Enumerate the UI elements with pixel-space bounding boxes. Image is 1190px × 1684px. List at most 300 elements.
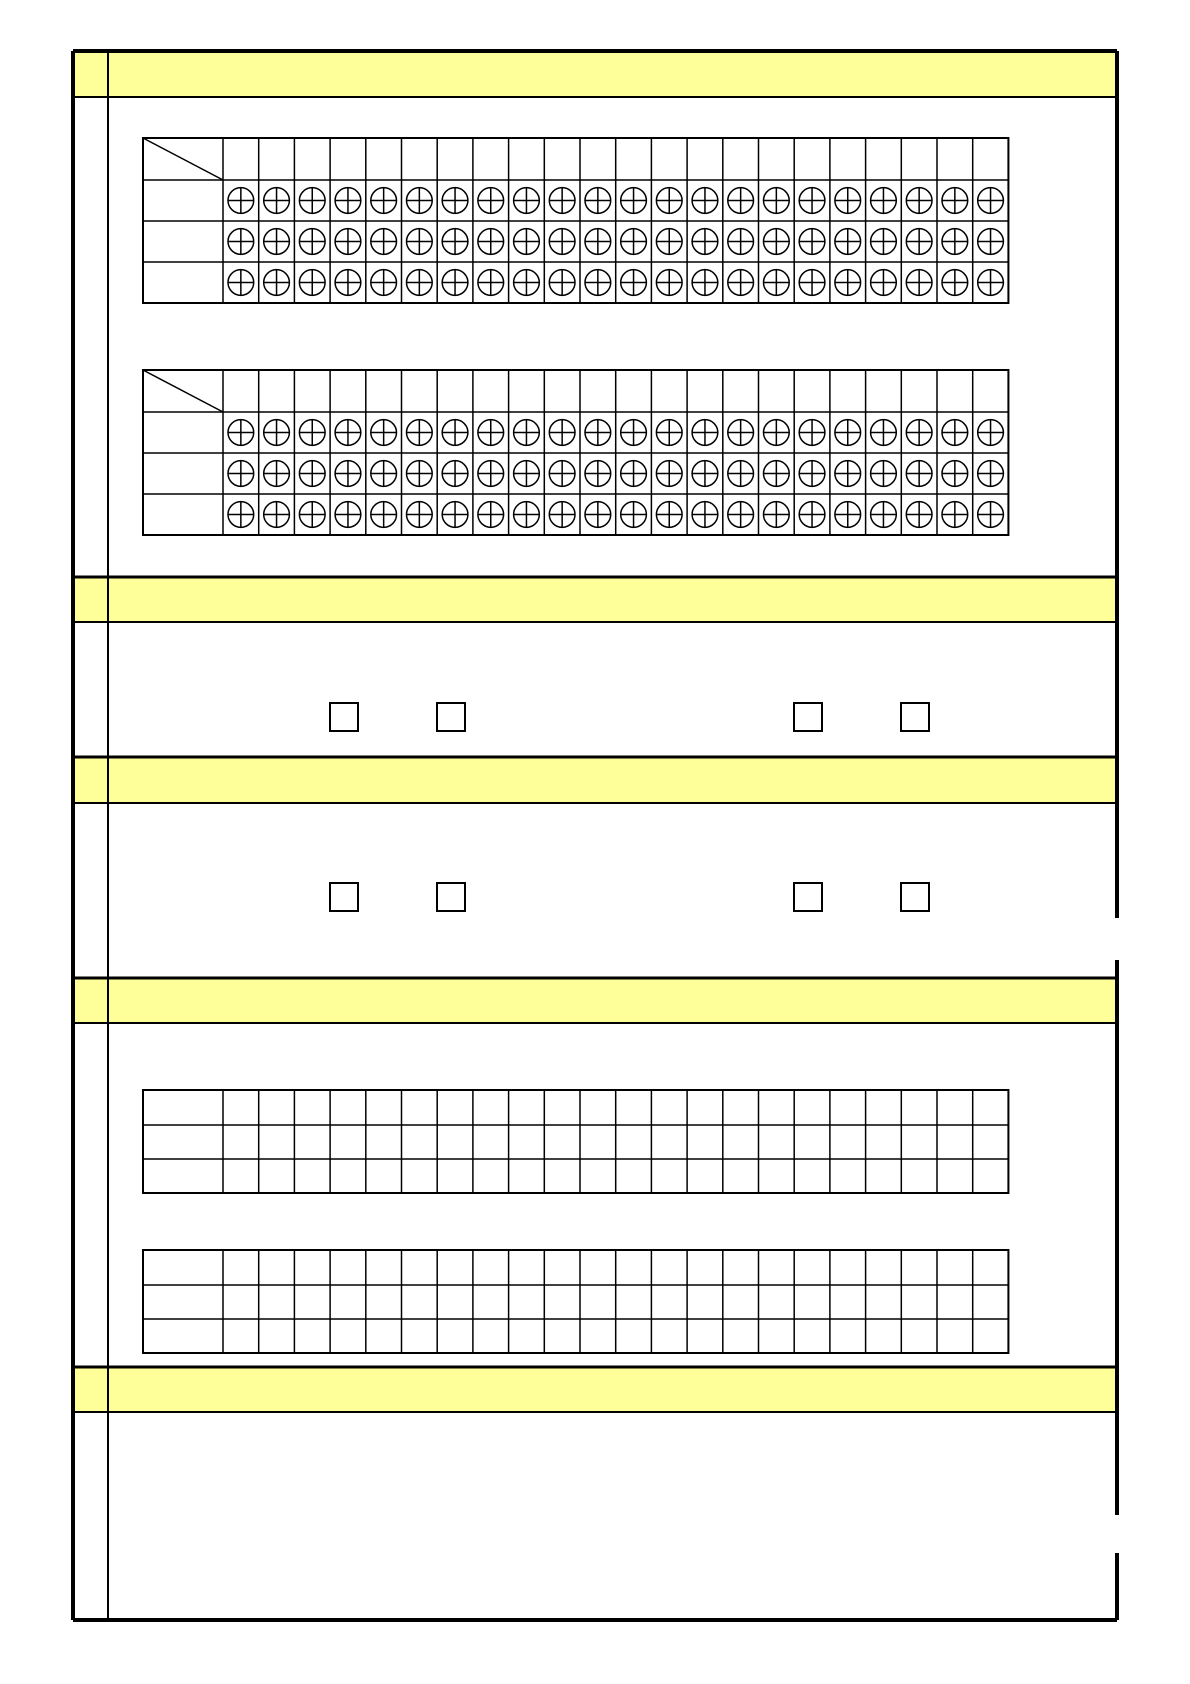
row-label-cell [143, 1319, 223, 1353]
grid-input-cell[interactable] [224, 1251, 258, 1284]
grid-input-cell[interactable] [795, 1160, 829, 1192]
crossed-circle-icon [763, 229, 789, 255]
grid-input-cell[interactable] [367, 1091, 401, 1124]
header-cell [544, 370, 580, 412]
crossed-circle-icon [692, 270, 718, 296]
grid-input-cell[interactable] [652, 1091, 686, 1124]
header-cell [330, 138, 366, 180]
grid-input-cell[interactable] [617, 1320, 651, 1352]
crossed-circle-icon [692, 502, 718, 528]
grid-input-cell[interactable] [831, 1286, 865, 1318]
crossed-circle-icon [656, 270, 682, 296]
row-label-cell [143, 494, 223, 535]
crossed-circle-icon [549, 270, 575, 296]
checkbox[interactable] [901, 883, 929, 911]
crossed-circle-icon [585, 461, 611, 487]
grid-input-cell[interactable] [688, 1286, 722, 1318]
header-cell [937, 370, 973, 412]
header-cell [580, 138, 616, 180]
grid-input-cell[interactable] [224, 1091, 258, 1124]
crossed-circle-icon [406, 420, 432, 446]
grid-input-cell[interactable] [367, 1286, 401, 1318]
crossed-circle-icon [763, 461, 789, 487]
grid-input-cell[interactable] [617, 1251, 651, 1284]
grid-input-cell[interactable] [545, 1286, 579, 1318]
grid-input-cell[interactable] [474, 1320, 508, 1352]
corner-diagonal [143, 370, 223, 412]
crossed-circle-icon [371, 188, 397, 214]
crossed-circle-icon [442, 420, 468, 446]
grid-input-cell[interactable] [224, 1320, 258, 1352]
crossed-circle-icon [656, 461, 682, 487]
grid-input-cell[interactable] [795, 1126, 829, 1158]
row-label-cell [143, 1250, 223, 1285]
checkbox[interactable] [794, 703, 822, 731]
checkbox[interactable] [901, 703, 929, 731]
header-cell [723, 370, 759, 412]
header-cell [651, 370, 687, 412]
section-header-band [73, 757, 1117, 803]
crossed-circle-icon [978, 229, 1004, 255]
grid-input-cell[interactable] [403, 1320, 437, 1352]
grid-input-cell[interactable] [652, 1251, 686, 1284]
grid-input-cell[interactable] [617, 1126, 651, 1158]
grid-input-cell[interactable] [688, 1251, 722, 1284]
crossed-circle-icon [228, 420, 254, 446]
section-1 [73, 51, 1117, 97]
crossed-circle-icon [228, 461, 254, 487]
grid-input-cell[interactable] [438, 1160, 472, 1192]
grid-input-cell[interactable] [510, 1160, 544, 1192]
crossed-circle-icon [728, 502, 754, 528]
crossed-circle-icon [228, 229, 254, 255]
checkbox[interactable] [437, 703, 465, 731]
crossed-circle-icon [621, 420, 647, 446]
row-label-cell [143, 221, 223, 262]
grid-input-cell[interactable] [331, 1126, 365, 1158]
grid-input-cell[interactable] [902, 1320, 936, 1352]
header-cell [509, 370, 545, 412]
grid-input-cell[interactable] [902, 1286, 936, 1318]
grid-input-cell[interactable] [902, 1251, 936, 1284]
grid-input-cell[interactable] [331, 1251, 365, 1284]
header-cell [759, 370, 795, 412]
crossed-circle-icon [549, 229, 575, 255]
crossed-circle-icon [942, 229, 968, 255]
crossed-circle-icon [621, 502, 647, 528]
crossed-circle-icon [906, 188, 932, 214]
corner-diagonal [143, 138, 223, 180]
crossed-circle-icon [335, 502, 361, 528]
grid-input-cell[interactable] [795, 1286, 829, 1318]
grid-input-cell[interactable] [224, 1126, 258, 1158]
crossed-circle-icon [478, 188, 504, 214]
header-cell [723, 138, 759, 180]
grid-input-cell[interactable] [688, 1126, 722, 1158]
header-cell [366, 370, 402, 412]
grid-input-cell[interactable] [545, 1160, 579, 1192]
crossed-circle-icon [799, 420, 825, 446]
header-cell [223, 370, 259, 412]
grid-input-cell[interactable] [510, 1320, 544, 1352]
terminal-grid-2 [143, 370, 1008, 535]
grid-input-cell[interactable] [760, 1320, 794, 1352]
grid-input-cell[interactable] [867, 1091, 901, 1124]
grid-input-cell[interactable] [438, 1126, 472, 1158]
crossed-circle-icon [478, 420, 504, 446]
grid-input-cell[interactable] [831, 1251, 865, 1284]
grid-input-cell[interactable] [652, 1126, 686, 1158]
grid-input-cell[interactable] [724, 1091, 758, 1124]
grid-input-cell[interactable] [438, 1320, 472, 1352]
crossed-circle-icon [656, 188, 682, 214]
grid-input-cell[interactable] [581, 1091, 615, 1124]
crossed-circle-icon [549, 420, 575, 446]
grid-input-cell[interactable] [831, 1160, 865, 1192]
grid-input-cell[interactable] [724, 1160, 758, 1192]
row-label-cell [143, 453, 223, 494]
crossed-circle-icon [728, 420, 754, 446]
header-cell [759, 138, 795, 180]
grid-input-cell[interactable] [724, 1286, 758, 1318]
crossed-circle-icon [478, 502, 504, 528]
grid-input-cell[interactable] [688, 1091, 722, 1124]
crossed-circle-icon [835, 229, 861, 255]
crossed-circle-icon [549, 461, 575, 487]
header-cell [437, 370, 473, 412]
checkbox[interactable] [437, 883, 465, 911]
crossed-circle-icon [335, 270, 361, 296]
grid-input-cell[interactable] [545, 1126, 579, 1158]
grid-input-cell[interactable] [938, 1126, 972, 1158]
crossed-circle-icon [978, 461, 1004, 487]
crossed-circle-icon [549, 188, 575, 214]
crossed-circle-icon [478, 270, 504, 296]
grid-input-cell[interactable] [510, 1126, 544, 1158]
grid-input-cell[interactable] [403, 1160, 437, 1192]
grid-input-cell[interactable] [295, 1251, 329, 1284]
grid-input-cell[interactable] [403, 1126, 437, 1158]
grid-input-cell[interactable] [331, 1286, 365, 1318]
grid-input-cell[interactable] [224, 1160, 258, 1192]
crossed-circle-icon [906, 270, 932, 296]
crossed-circle-icon [299, 502, 325, 528]
header-cell [937, 138, 973, 180]
grid-input-cell[interactable] [403, 1251, 437, 1284]
grid-input-cell[interactable] [902, 1160, 936, 1192]
crossed-circle-icon [406, 188, 432, 214]
grid-input-cell[interactable] [260, 1091, 294, 1124]
section-3 [73, 757, 1117, 803]
header-cell [580, 370, 616, 412]
crossed-circle-icon [906, 461, 932, 487]
grid-input-cell[interactable] [760, 1160, 794, 1192]
crossed-circle-icon [299, 461, 325, 487]
crossed-circle-icon [799, 188, 825, 214]
grid-input-cell[interactable] [974, 1320, 1008, 1352]
crossed-circle-icon [299, 420, 325, 446]
crossed-circle-icon [228, 188, 254, 214]
grid-input-cell[interactable] [331, 1091, 365, 1124]
section-header-band [73, 978, 1117, 1023]
crossed-circle-icon [692, 229, 718, 255]
crossed-circle-icon [799, 270, 825, 296]
crossed-circle-icon [228, 270, 254, 296]
grid-input-cell[interactable] [760, 1126, 794, 1158]
crossed-circle-icon [514, 229, 540, 255]
grid-input-cell[interactable] [581, 1251, 615, 1284]
grid-input-cell[interactable] [545, 1251, 579, 1284]
grid-input-cell[interactable] [367, 1251, 401, 1284]
grid-input-cell[interactable] [474, 1091, 508, 1124]
grid-input-cell[interactable] [438, 1251, 472, 1284]
grid-input-cell[interactable] [545, 1091, 579, 1124]
grid-input-cell[interactable] [331, 1160, 365, 1192]
crossed-circle-icon [906, 229, 932, 255]
header-cell [473, 370, 509, 412]
grid-input-cell[interactable] [867, 1251, 901, 1284]
grid-input-cell[interactable] [260, 1320, 294, 1352]
grid-input-cell[interactable] [617, 1091, 651, 1124]
crossed-circle-icon [763, 502, 789, 528]
checkbox-row-2 [330, 883, 929, 911]
crossed-circle-icon [549, 502, 575, 528]
row-label-cell [143, 1125, 223, 1159]
header-cell [509, 138, 545, 180]
grid-input-cell[interactable] [724, 1126, 758, 1158]
grid-input-cell[interactable] [795, 1320, 829, 1352]
crossed-circle-icon [514, 270, 540, 296]
grid-input-cell[interactable] [831, 1091, 865, 1124]
terminal-grid-1 [143, 138, 1008, 303]
grid-input-cell[interactable] [867, 1126, 901, 1158]
grid-input-cell[interactable] [902, 1126, 936, 1158]
grid-input-cell[interactable] [474, 1286, 508, 1318]
grid-input-cell[interactable] [438, 1091, 472, 1124]
crossed-circle-icon [585, 420, 611, 446]
crossed-circle-icon [692, 188, 718, 214]
header-cell [830, 138, 866, 180]
header-cell [437, 138, 473, 180]
grid-input-cell[interactable] [510, 1286, 544, 1318]
checkbox[interactable] [330, 703, 358, 731]
crossed-circle-icon [656, 502, 682, 528]
grid-input-cell[interactable] [617, 1160, 651, 1192]
crossed-circle-icon [728, 229, 754, 255]
crossed-circle-icon [835, 188, 861, 214]
crossed-circle-icon [371, 420, 397, 446]
crossed-circle-icon [371, 229, 397, 255]
crossed-circle-icon [621, 461, 647, 487]
crossed-circle-icon [656, 229, 682, 255]
crossed-circle-icon [763, 188, 789, 214]
section-header-band [73, 577, 1117, 622]
grid-input-cell[interactable] [974, 1286, 1008, 1318]
grid-input-cell[interactable] [617, 1286, 651, 1318]
crossed-circle-icon [763, 270, 789, 296]
notes-area[interactable] [110, 1414, 1113, 1618]
crossed-circle-icon [692, 420, 718, 446]
grid-input-cell[interactable] [938, 1286, 972, 1318]
crossed-circle-icon [264, 461, 290, 487]
crossed-circle-icon [835, 270, 861, 296]
grid-input-cell[interactable] [260, 1251, 294, 1284]
checkbox[interactable] [330, 883, 358, 911]
header-cell [294, 370, 330, 412]
crossed-circle-icon [406, 229, 432, 255]
grid-input-cell[interactable] [545, 1320, 579, 1352]
grid-input-cell[interactable] [974, 1251, 1008, 1284]
grid-input-cell[interactable] [724, 1251, 758, 1284]
crossed-circle-icon [442, 461, 468, 487]
crossed-circle-icon [442, 188, 468, 214]
crossed-circle-icon [335, 229, 361, 255]
grid-input-cell[interactable] [688, 1160, 722, 1192]
crossed-circle-icon [763, 420, 789, 446]
header-cell [687, 370, 723, 412]
header-cell [330, 370, 366, 412]
grid-input-cell[interactable] [831, 1320, 865, 1352]
grid-input-cell[interactable] [474, 1251, 508, 1284]
grid-input-cell[interactable] [403, 1286, 437, 1318]
grid-input-cell[interactable] [367, 1320, 401, 1352]
grid-input-cell[interactable] [260, 1286, 294, 1318]
grid-input-cell[interactable] [581, 1286, 615, 1318]
crossed-circle-icon [406, 502, 432, 528]
grid-input-cell[interactable] [760, 1286, 794, 1318]
grid-input-cell[interactable] [795, 1251, 829, 1284]
grid-input-cell[interactable] [510, 1091, 544, 1124]
crossed-circle-icon [871, 270, 897, 296]
grid-input-cell[interactable] [902, 1091, 936, 1124]
crossed-circle-icon [514, 461, 540, 487]
crossed-circle-icon [621, 188, 647, 214]
grid-input-cell[interactable] [795, 1091, 829, 1124]
section-5 [73, 1367, 1117, 1412]
crossed-circle-icon [871, 420, 897, 446]
section-header-band [73, 1367, 1117, 1412]
grid-input-cell[interactable] [688, 1320, 722, 1352]
crossed-circle-icon [478, 461, 504, 487]
row-label-cell [143, 1285, 223, 1319]
grid-input-cell[interactable] [295, 1091, 329, 1124]
crossed-circle-icon [978, 188, 1004, 214]
header-cell [616, 138, 652, 180]
grid-input-cell[interactable] [938, 1160, 972, 1192]
grid-input-cell[interactable] [974, 1091, 1008, 1124]
grid-input-cell[interactable] [367, 1126, 401, 1158]
crossed-circle-icon [264, 270, 290, 296]
header-cell [687, 138, 723, 180]
crossed-circle-icon [585, 502, 611, 528]
row-label-cell [143, 262, 223, 303]
crossed-circle-icon [585, 270, 611, 296]
crossed-circle-icon [728, 188, 754, 214]
grid-input-cell[interactable] [867, 1160, 901, 1192]
grid-input-cell[interactable] [974, 1126, 1008, 1158]
grid-input-cell[interactable] [510, 1251, 544, 1284]
crossed-circle-icon [478, 229, 504, 255]
crossed-circle-icon [621, 270, 647, 296]
grid-input-cell[interactable] [760, 1251, 794, 1284]
header-cell [402, 370, 438, 412]
grid-input-cell[interactable] [938, 1091, 972, 1124]
crossed-circle-icon [442, 502, 468, 528]
crossed-circle-icon [799, 229, 825, 255]
header-cell [259, 370, 295, 412]
grid-input-cell[interactable] [295, 1286, 329, 1318]
header-cell [473, 138, 509, 180]
grid-input-cell[interactable] [403, 1091, 437, 1124]
grid-input-cell[interactable] [260, 1160, 294, 1192]
crossed-circle-icon [299, 270, 325, 296]
crossed-circle-icon [692, 461, 718, 487]
checkbox[interactable] [794, 883, 822, 911]
grid-input-cell[interactable] [438, 1286, 472, 1318]
header-cell [651, 138, 687, 180]
grid-input-cell[interactable] [295, 1320, 329, 1352]
grid-input-cell[interactable] [581, 1126, 615, 1158]
grid-input-cell[interactable] [581, 1160, 615, 1192]
crossed-circle-icon [906, 502, 932, 528]
grid-input-cell[interactable] [581, 1320, 615, 1352]
grid-input-cell[interactable] [760, 1091, 794, 1124]
grid-input-cell[interactable] [260, 1126, 294, 1158]
crossed-circle-icon [621, 229, 647, 255]
header-cell [402, 138, 438, 180]
grid-input-cell[interactable] [295, 1126, 329, 1158]
header-cell [223, 138, 259, 180]
row-label-cell [143, 180, 223, 221]
grid-input-cell[interactable] [474, 1126, 508, 1158]
crossed-circle-icon [299, 188, 325, 214]
grid-input-cell[interactable] [831, 1126, 865, 1158]
grid-input-cell[interactable] [474, 1160, 508, 1192]
grid-input-cell[interactable] [652, 1286, 686, 1318]
crossed-circle-icon [871, 229, 897, 255]
grid-input-cell[interactable] [938, 1320, 972, 1352]
crossed-circle-icon [728, 461, 754, 487]
grid-input-cell[interactable] [938, 1251, 972, 1284]
crossed-circle-icon [371, 502, 397, 528]
header-cell [794, 138, 830, 180]
header-cell [866, 370, 902, 412]
crossed-circle-icon [335, 420, 361, 446]
grid-input-cell[interactable] [331, 1320, 365, 1352]
grid-input-cell[interactable] [295, 1160, 329, 1192]
grid-input-cell[interactable] [974, 1160, 1008, 1192]
grid-input-cell[interactable] [367, 1160, 401, 1192]
section-2 [73, 577, 1117, 622]
crossed-circle-icon [799, 502, 825, 528]
header-cell [366, 138, 402, 180]
crossed-circle-icon [442, 229, 468, 255]
crossed-circle-icon [371, 461, 397, 487]
grid-input-cell[interactable] [867, 1320, 901, 1352]
grid-input-cell[interactable] [724, 1320, 758, 1352]
header-cell [544, 138, 580, 180]
grid-input-cell[interactable] [652, 1320, 686, 1352]
grid-input-cell[interactable] [652, 1160, 686, 1192]
grid-input-cell[interactable] [224, 1286, 258, 1318]
header-cell [616, 370, 652, 412]
crossed-circle-icon [871, 502, 897, 528]
crossed-circle-icon [514, 502, 540, 528]
header-cell [830, 370, 866, 412]
row-label-cell [143, 1159, 223, 1193]
crossed-circle-icon [728, 270, 754, 296]
grid-input-cell[interactable] [867, 1286, 901, 1318]
